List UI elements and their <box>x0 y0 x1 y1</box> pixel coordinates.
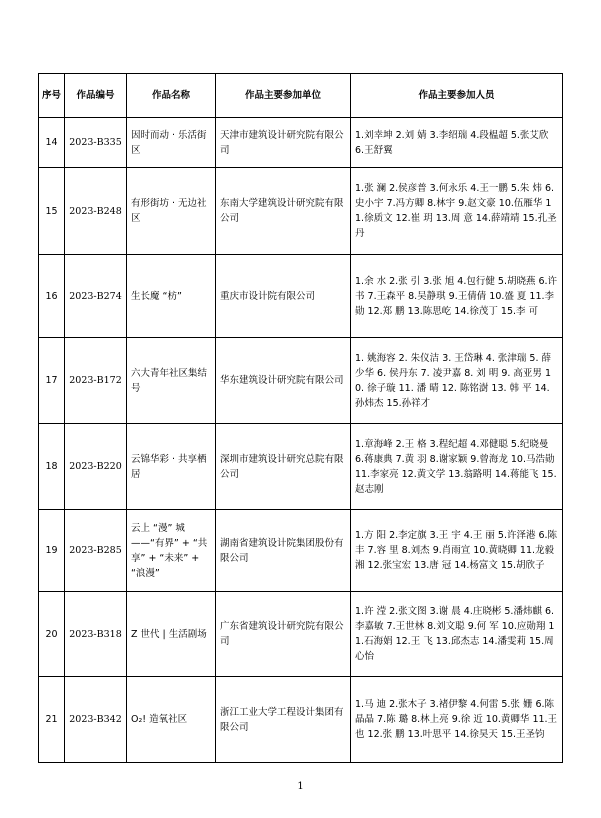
cell-no: 16 <box>39 255 65 338</box>
cell-name: 云锦华彩 · 共享栖居 <box>127 424 216 510</box>
cell-people: 1. 姚海容 2. 朱仪洁 3. 王岱琳 4. 张津瑞 5. 薛少华 6. 侯丹东 7. 凌尹嘉 8. 刘 明 9. 高亚男 10. 徐子璇 11. 潘 晴 12. 陈铭澍 13. 韩 平 14.孙炜杰 15.孙祥才 <box>351 338 563 424</box>
table-row <box>39 118 563 168</box>
cell-unit: 浙江工业大学工程设计集团有限公司 <box>216 677 351 763</box>
cell-unit: 华东建筑设计研究院有限公司 <box>216 338 351 424</box>
cell-code: 2023-B342 <box>65 677 127 763</box>
table-row <box>39 592 563 677</box>
cell-no: 19 <box>39 510 65 592</box>
header-people: 作品主要参加人员 <box>351 74 563 118</box>
cell-unit: 湖南省建筑设计院集团股份有限公司 <box>216 510 351 592</box>
header-no: 序号 <box>39 74 65 118</box>
cell-people: 1.章海峰 2.王 格 3.程纪超 4.邓健聪 5.纪晓曼 6.蒋康典 7.黄 羽 8.谢家颖 9.曾海龙 10.马浩勋 11.李家亮 12.黄文学 13.翁路明 14.蒋能飞 15.赵志刚 <box>351 424 563 510</box>
cell-code: 2023-B318 <box>65 592 127 677</box>
table-row <box>39 677 563 763</box>
cell-unit: 重庆市设计院有限公司 <box>216 255 351 338</box>
cell-no: 20 <box>39 592 65 677</box>
cell-name: Z 世代 | 生活剧场 <box>127 592 216 677</box>
header-unit: 作品主要参加单位 <box>216 74 351 118</box>
cell-unit: 东南大学建筑设计研究院有限公司 <box>216 168 351 255</box>
table-row <box>39 424 563 510</box>
cell-code: 2023-B285 <box>65 510 127 592</box>
table-row <box>39 510 563 592</box>
cell-no: 18 <box>39 424 65 510</box>
cell-code: 2023-B172 <box>65 338 127 424</box>
cell-no: 15 <box>39 168 65 255</box>
cell-people: 1.马 迪 2.张木子 3.褚伊黎 4.何雷 5.张 姗 6.陈晶晶 7.陈 璐 8.林上亮 9.徐 近 10.黄卿华 11.王 也 12.张 鹏 13.叶思平 14.徐昊天 15.王圣钧 <box>351 677 563 763</box>
cell-people: 1.刘幸坤 2.刘 婧 3.李绍瑞 4.段榅超 5.张艾欣 6.王舒翼 <box>351 118 563 168</box>
table-row <box>39 168 563 255</box>
page-number: 1 <box>297 781 304 792</box>
cell-unit: 深圳市建筑设计研究总院有限公司 <box>216 424 351 510</box>
cell-name: 因时而动 · 乐活街区 <box>127 118 216 168</box>
table-row <box>39 255 563 338</box>
cell-code: 2023-B335 <box>65 118 127 168</box>
cell-no: 14 <box>39 118 65 168</box>
cell-people: 1.余 水 2.张 引 3.张 旭 4.包行健 5.胡晓燕 6.许 书 7.王森平 8.吴静琪 9.王倩倩 10.盛 夏 11.李 勋 12.郑 鹏 13.陈思屹 14.徐茂丁 15.李 可 <box>351 255 563 338</box>
cell-code: 2023-B274 <box>65 255 127 338</box>
cell-people: 1.张 澜 2.侯彦普 3.何永乐 4.王一鹏 5.朱 炜 6.史小宇 7.冯方卿 8.林宇 9.赵文豪 10.伍雁华 11.徐质文 12.崔 玥 13.周 意 14.薛靖靖 15.孔圣丹 <box>351 168 563 255</box>
cell-code: 2023-B248 <box>65 168 127 255</box>
cell-name: O₂! 造氧社区 <box>127 677 216 763</box>
cell-unit: 广东省建筑设计研究院有限公司 <box>216 592 351 677</box>
cell-name: 生长魔 “枋” <box>127 255 216 338</box>
award-table <box>38 73 563 763</box>
header-code: 作品编号 <box>65 74 127 118</box>
header-name: 作品名称 <box>127 74 216 118</box>
cell-no: 21 <box>39 677 65 763</box>
cell-name: 六大青年社区集结号 <box>127 338 216 424</box>
cell-name: 云上 “漫” 城——“有界” + “共享” + “未来” + “浪漫” <box>127 510 216 592</box>
table-row <box>39 338 563 424</box>
cell-code: 2023-B220 <box>65 424 127 510</box>
cell-name: 有形街坊 · 无边社区 <box>127 168 216 255</box>
cell-people: 1.方 阳 2.李定旗 3.王 宇 4.王 丽 5.许泽港 6.陈 丰 7.容 里 8.刘杰 9.肖雨宣 10.黄晓卿 11.龙毅湘 12.张宝宏 13.唐 冠 14.杨富文 15.胡欣子 <box>351 510 563 592</box>
cell-no: 17 <box>39 338 65 424</box>
cell-unit: 天津市建筑设计研究院有限公司 <box>216 118 351 168</box>
cell-people: 1.许 滢 2.张文图 3.谢 晨 4.庄晓彬 5.潘炜麒 6.李嘉敏 7.王世林 8.刘文聪 9.何 军 10.应勋翔 11.石海娟 12.王 飞 13.邱杰志 14.潘雯莉 15.周心怡 <box>351 592 563 677</box>
table-header-row <box>39 74 563 118</box>
